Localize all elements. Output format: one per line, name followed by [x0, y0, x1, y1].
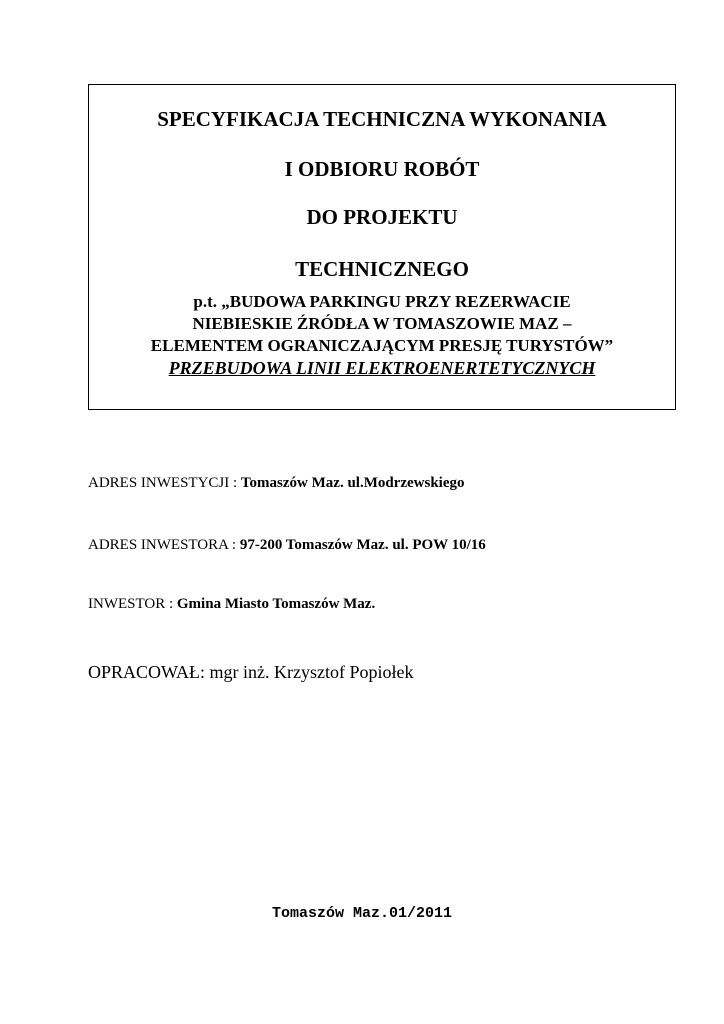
title-line-2: I ODBIORU ROBÓT — [284, 157, 480, 181]
title-line-8: PRZEBUDOWA LINII ELEKTROENERTETYCZNYCH — [168, 358, 596, 378]
investment-address — [88, 476, 465, 491]
investor-label: INWESTOR : — [88, 596, 177, 612]
title-line-6: NIEBIESKIE ŹRÓDŁA W TOMASZOWIE MAZ – — [192, 314, 572, 333]
investment-address-value: Tomaszów Maz. ul.Modrzewskiego — [240, 475, 465, 491]
title-box — [88, 84, 676, 410]
investor-address — [88, 538, 486, 553]
investor-value: Gmina Miasto Tomaszów Maz. — [176, 596, 376, 612]
title-line-3: DO PROJEKTU — [306, 205, 458, 229]
prepared-by-value: mgr inż. Krzysztof Popiołek — [209, 662, 414, 682]
investor-address-label: ADRES INWESTORA : — [88, 537, 240, 553]
title-line-1: SPECYFIKACJA TECHNICZNA WYKONANIA — [157, 107, 607, 131]
investment-address-label: ADRES INWESTYCJI : — [88, 475, 241, 491]
investor-address-value: 97-200 Tomaszów Maz. ul. POW 10/16 — [239, 537, 486, 553]
title-line-4: TECHNICZNEGO — [295, 257, 469, 281]
title-line-5: p.t. „BUDOWA PARKINGU PRZY REZERWACIE — [193, 292, 571, 311]
footer-place-date: Tomaszów Maz.01/2011 — [271, 905, 453, 922]
prepared-by-label: OPRACOWAŁ: — [88, 662, 210, 682]
prepared-by — [88, 663, 413, 681]
title-line-7: ELEMENTEM OGRANICZAJĄCYM PRESJĘ TURYSTÓW” — [150, 336, 614, 355]
investor — [88, 597, 375, 612]
